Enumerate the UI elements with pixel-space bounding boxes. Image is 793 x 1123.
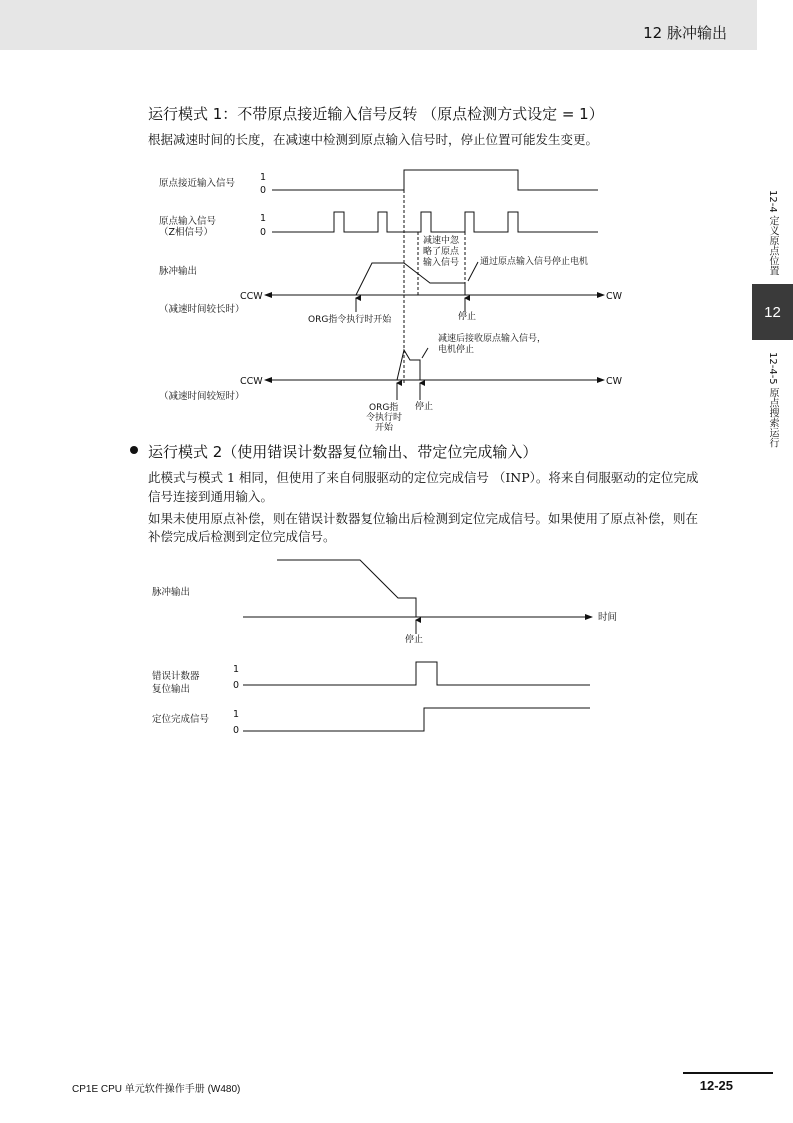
mode2-title: 运行模式 2（使用错误计数器复位输出、带定位完成输入） (148, 443, 538, 461)
level-1-label: 1 (233, 664, 240, 675)
mode2-para1-line1: 此模式与模式 1 相同，但使用了来自伺服驱动的定位完成信号 （INP）。将来自伺服驱动的定位完成 (148, 470, 699, 485)
short-decel-profile (397, 350, 420, 380)
level-1-label: 1 (260, 213, 267, 224)
bullet-icon (130, 446, 138, 454)
pulse-profile (277, 560, 416, 617)
after-decel-note-2: 电机停止 (438, 345, 475, 355)
level-1-label: 1 (260, 172, 267, 183)
page-number: 12-25 (699, 1078, 733, 1093)
level-0-label: 0 (260, 227, 267, 238)
stop-label: 停止 (458, 312, 477, 322)
cw-label: CW (606, 376, 623, 387)
org-short-label-3: 开始 (375, 423, 394, 433)
pulse-output-label-2: 脉冲输出 (152, 587, 191, 598)
timing-diagram-mode1 (0, 160, 740, 435)
mode2-para2-line1: 如果未使用原点补偿，则在错误计数器复位输出后检测到定位完成信号。如果使用了原点补偿，则在 (148, 511, 699, 526)
level-0-label: 0 (260, 185, 267, 196)
mode1-description: 根据减速时间的长度，在减速中检测到原点输入信号时，停止位置可能发生变更。 (148, 132, 599, 147)
pulse-output-label: 脉冲输出 (159, 266, 198, 277)
ignore-note-1: 减速中忽 (423, 236, 460, 246)
footer-manual-title: CP1E CPU 单元软件操作手册 (W480) (72, 1084, 241, 1095)
stop-label-short: 停止 (415, 402, 434, 412)
mode2-para1-line2: 信号连接到通用输入。 (148, 489, 274, 504)
long-decel-label: （减速时间较长时） (159, 304, 245, 315)
ignore-note-2: 略了原点 (423, 247, 460, 257)
footer-rule (683, 1072, 773, 1074)
org-start-label: ORG指令执行时开始 (308, 315, 392, 325)
proximity-signal-label: 原点接近输入信号 (159, 178, 236, 189)
chapter-title: 12 脉冲输出 (643, 24, 727, 42)
after-decel-pointer (422, 348, 428, 358)
side-section-label: 12-4 定义原点位置 (767, 190, 778, 276)
time-label: 时间 (598, 612, 618, 623)
org-short-label-1: ORG指 (369, 403, 399, 413)
stop-by-origin-note: 通过原点输入信号停止电机 (480, 257, 589, 267)
mode1-title: 运行模式 1：不带原点接近输入信号反转 （原点检测方式设定 = 1） (148, 105, 604, 123)
error-counter-label-2: 复位输出 (152, 684, 191, 695)
side-subsection-label: 12-4-5 原点搜索运行 (767, 352, 778, 448)
ccw-label: CCW (240, 376, 263, 387)
level-1-label: 1 (233, 709, 240, 720)
level-0-label: 0 (233, 680, 240, 691)
positioning-done-label: 定位完成信号 (152, 714, 210, 725)
error-counter-waveform (243, 662, 590, 685)
ccw-label: CCW (240, 291, 263, 302)
stop-label-2: 停止 (405, 635, 424, 645)
org-short-label-2: 令执行时 (366, 413, 403, 423)
stop-by-origin-pointer (468, 262, 478, 281)
after-decel-note-1: 减速后接收原点输入信号， (438, 334, 547, 344)
origin-signal-sub: （Z相信号） (159, 227, 214, 238)
positioning-done-waveform (243, 708, 590, 731)
proximity-waveform (272, 170, 598, 190)
chapter-tab[interactable]: 12 (752, 284, 793, 340)
level-0-label: 0 (233, 725, 240, 736)
error-counter-label-1: 错误计数器 (152, 671, 200, 682)
origin-waveform (272, 212, 598, 232)
cw-label: CW (606, 291, 623, 302)
short-decel-label: （减速时间较短时） (159, 391, 245, 402)
origin-signal-label: 原点输入信号 (159, 216, 217, 227)
mode2-para2-line2: 补偿完成后检测到定位完成信号。 (148, 529, 336, 544)
timing-diagram-mode2 (0, 550, 740, 740)
ignore-note-3: 输入信号 (423, 258, 460, 268)
